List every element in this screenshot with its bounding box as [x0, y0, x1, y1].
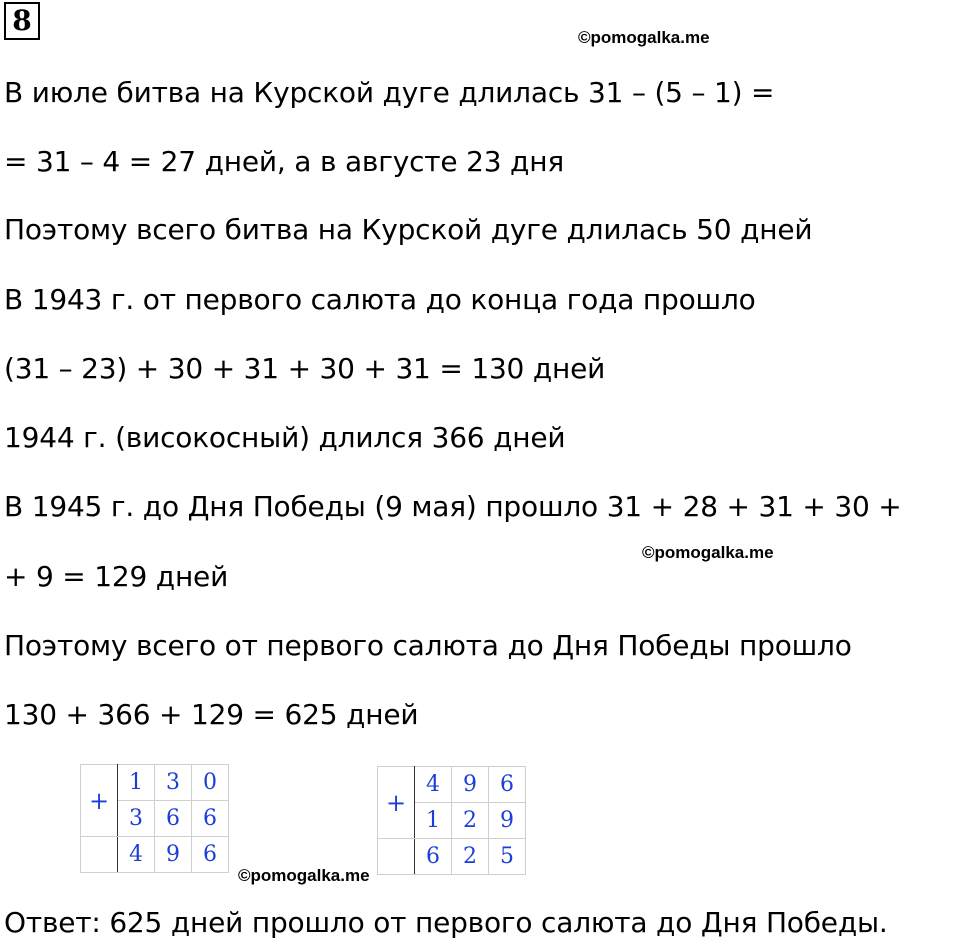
watermark: ©pomogalka.me: [578, 28, 710, 47]
digit: 3: [118, 801, 155, 837]
digit: 9: [489, 803, 526, 839]
digit: 2: [452, 803, 489, 839]
column-addition-1: [80, 764, 229, 873]
result-digit: 5: [489, 839, 526, 875]
watermark: ©pomogalka.me: [642, 543, 774, 562]
result-digit: 6: [192, 837, 229, 873]
empty-cell: [378, 839, 415, 875]
plus-sign: +: [81, 765, 118, 837]
text-line-10: 130 + 366 + 129 = 625 дней: [4, 698, 419, 731]
plus-sign: +: [378, 767, 415, 839]
digit: 6: [155, 801, 192, 837]
text-line-3: Поэтому всего битва на Курской дуге длилась 50 дней: [4, 213, 813, 246]
digit: 6: [489, 767, 526, 803]
digit: 1: [415, 803, 452, 839]
watermark: ©pomogalka.me: [238, 866, 370, 885]
text-line-8: + 9 = 129 дней: [4, 560, 229, 593]
result-digit: 6: [415, 839, 452, 875]
digit: 3: [155, 765, 192, 801]
text-line-4: В 1943 г. от первого салюта до конца года прошло: [4, 283, 756, 316]
digit: 4: [415, 767, 452, 803]
result-digit: 4: [118, 837, 155, 873]
text-line-5: (31 – 23) + 30 + 31 + 30 + 31 = 130 дней: [4, 352, 606, 385]
digit: 9: [452, 767, 489, 803]
result-digit: 9: [155, 837, 192, 873]
empty-cell: [81, 837, 118, 873]
column-addition-2: [377, 766, 526, 875]
text-line-9: Поэтому всего от первого салюта до Дня Победы прошло: [4, 629, 852, 662]
answer-line: Ответ: 625 дней прошло от первого салюта до Дня Победы.: [4, 906, 888, 939]
text-line-6: 1944 г. (високосный) длился 366 дней: [4, 421, 566, 454]
task-number: 8: [4, 2, 40, 40]
digit: 0: [192, 765, 229, 801]
result-digit: 2: [452, 839, 489, 875]
text-line-1: В июле битва на Курской дуге длилась 31 – (5 – 1) =: [4, 76, 775, 109]
digit: 6: [192, 801, 229, 837]
text-line-7: В 1945 г. до Дня Победы (9 мая) прошло 31 + 28 + 31 + 30 +: [4, 490, 902, 523]
text-line-2: = 31 – 4 = 27 дней, а в августе 23 дня: [4, 145, 564, 178]
digit: 1: [118, 765, 155, 801]
